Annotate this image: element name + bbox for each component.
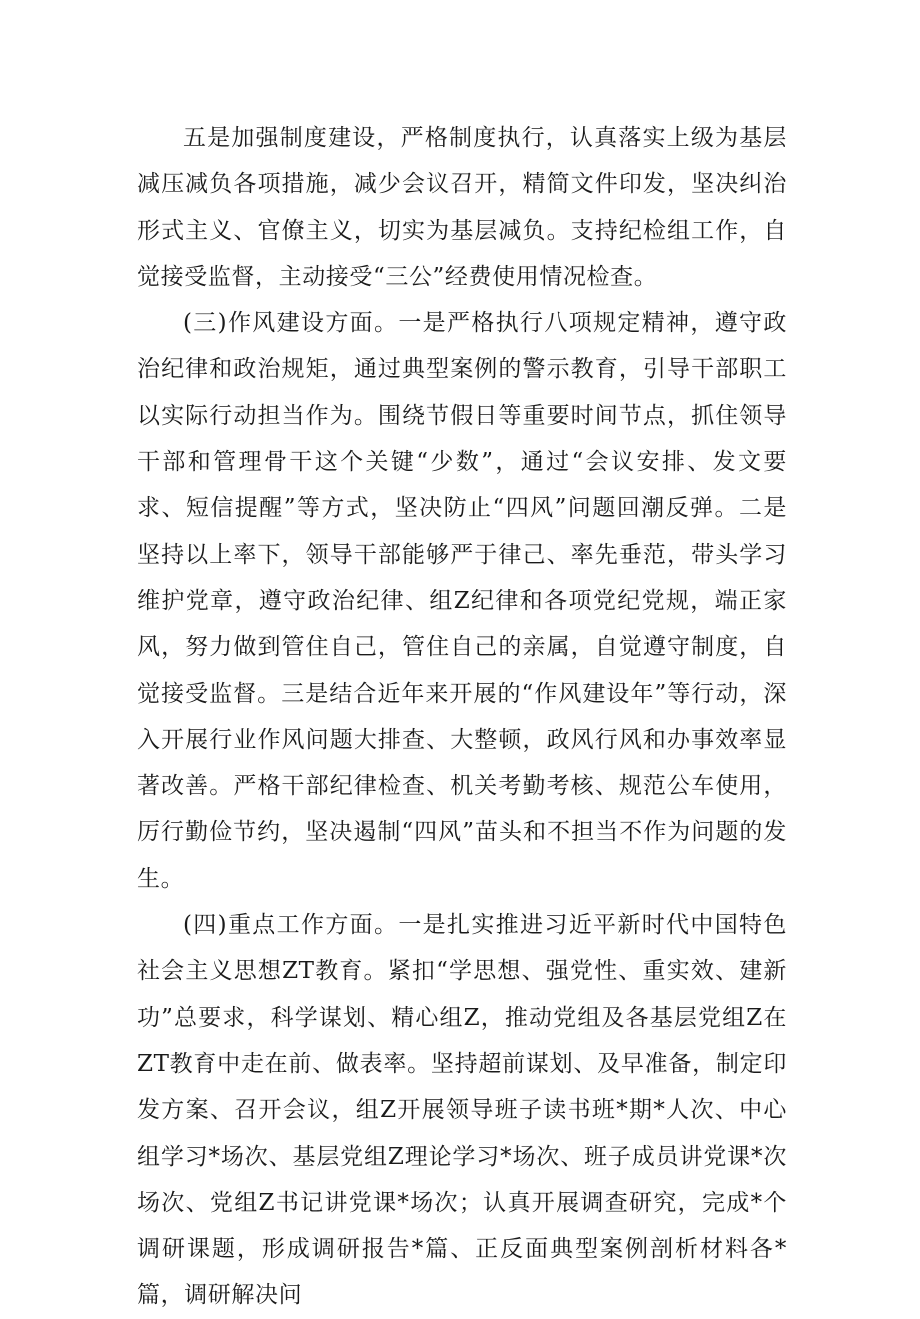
paragraph-work-style: (三)作风建设方面。一是严格执行八项规定精神，遵守政治纪律和政治规矩，通过典型案例的警示教育，引导干部职工以实际行动担当作为。围绕节假日等重要时间节点，抓住领导干部和管理骨干这个关键“少数”，通过“会议安排、发文要求、短信提醒”等方式，坚决防止“四风”问题回潮反弹。二是坚持以上率下，领导干部能够严于律己、率先垂范，带头学习维护党章，遵守政治纪律、组Z纪律和各项党纪党规，端正家风，努力做到管住自己，管住自己的亲属，自觉遵守制度，自觉接受监督。三是结合近年来开展的“作风建设年”等行动，深入开展行业作风问题大排查、大整顿，政风行风和办事效率显著改善。严格干部纪律检查、机关考勤考核、规范公车使用，厉行勤俭节约，坚决遏制“四风”苗头和不担当不作为问题的发生。	[137, 310, 787, 892]
paragraph-institution-building: 五是加强制度建设，严格制度执行，认真落实上级为基层减压减负各项措施，减少会议召开，精简文件印发，坚决纠治形式主义、官僚主义，切实为基层减负。支持纪检组工作，自觉接受监督，主动接受“三公”经费使用情况检查。	[137, 125, 787, 290]
paragraph-key-work: (四)重点工作方面。一是扎实推进习近平新时代中国特色社会主义思想ZT教育。紧扣“学思想、强党性、重实效、建新功”总要求，科学谋划、精心组Z，推动党组及各基层党组Z在ZT教育中走在前、做表率。坚持超前谋划、及早准备，制定印发方案、召开会议，组Z开展领导班子读书班*期*人次、中心组学习*场次、基层党组Z理论学习*场次、班子成员讲党课*次场次、党组Z书记讲党课*场次；认真开展调查研究，完成*个调研课题，形成调研报告*篇、正反面典型案例剖析材料各*篇，调研解决问	[137, 912, 787, 1309]
document-body	[137, 115, 787, 1319]
